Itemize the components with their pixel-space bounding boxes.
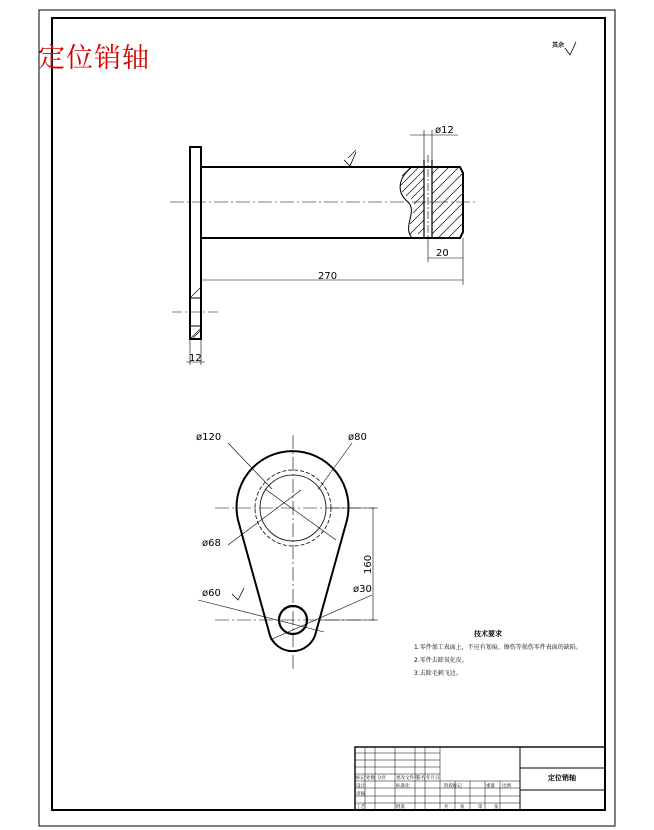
dim-d60: ø60 xyxy=(202,588,221,599)
tb-label-16: 第 xyxy=(478,805,483,810)
title-block-labels xyxy=(356,774,511,810)
tb-label-1: 处数 xyxy=(366,776,375,781)
tb-label-11: 审核 xyxy=(356,792,365,797)
dim-d30: ø30 xyxy=(353,584,372,595)
tb-label-7: 标准化 xyxy=(396,784,410,789)
tb-label-4: 签名 xyxy=(416,776,425,781)
outer-frame xyxy=(39,10,615,826)
tb-label-10: 比例 xyxy=(502,784,511,789)
dim-depth: 20 xyxy=(436,248,449,259)
technical-requirements xyxy=(414,628,614,680)
tb-label-6: 设计 xyxy=(356,784,365,789)
title-block-part-name: 定位销轴 xyxy=(548,774,576,782)
tb-label-2: 分区 xyxy=(377,776,386,781)
side-view xyxy=(198,435,378,670)
tb-label-15: 张 xyxy=(460,805,465,810)
tech-heading: 技术要求 xyxy=(474,630,502,638)
tb-label-0: 标记 xyxy=(356,776,365,781)
tb-label-14: 共 xyxy=(444,805,449,810)
front-dimensions xyxy=(186,130,463,365)
tech-item: 2.零件去除氧化皮。 xyxy=(414,657,468,664)
drawing-title: 定位销轴 xyxy=(38,43,150,74)
dim-d68: ø68 xyxy=(202,538,221,549)
tb-label-17: 张 xyxy=(494,805,499,810)
dim-pin-diameter: ø12 xyxy=(435,125,454,136)
tb-label-3: 更改文件号 xyxy=(396,776,419,781)
front-view xyxy=(170,147,478,339)
dim-length: 270 xyxy=(318,271,338,282)
tb-label-12: 工艺 xyxy=(356,805,365,810)
dim-d120: ø120 xyxy=(196,432,222,443)
roughness-note: 其余 xyxy=(552,42,565,49)
tb-label-5: 年月日 xyxy=(426,776,440,781)
tech-item: 1.零件加工表面上，不应有划痕、擦伤等损伤零件表面的缺陷。 xyxy=(414,644,582,651)
roughness-symbol xyxy=(565,42,576,55)
dim-center-distance: 160 xyxy=(363,554,374,574)
tech-item: 3.去除毛刺飞边。 xyxy=(414,670,462,677)
dim-thickness: 12 xyxy=(189,353,202,364)
inner-frame xyxy=(52,18,605,810)
tb-label-13: 批准 xyxy=(396,805,405,810)
tb-label-8: 阶段标记 xyxy=(444,784,462,789)
dim-d80: ø80 xyxy=(348,432,367,443)
tb-label-9: 重量 xyxy=(486,784,495,789)
